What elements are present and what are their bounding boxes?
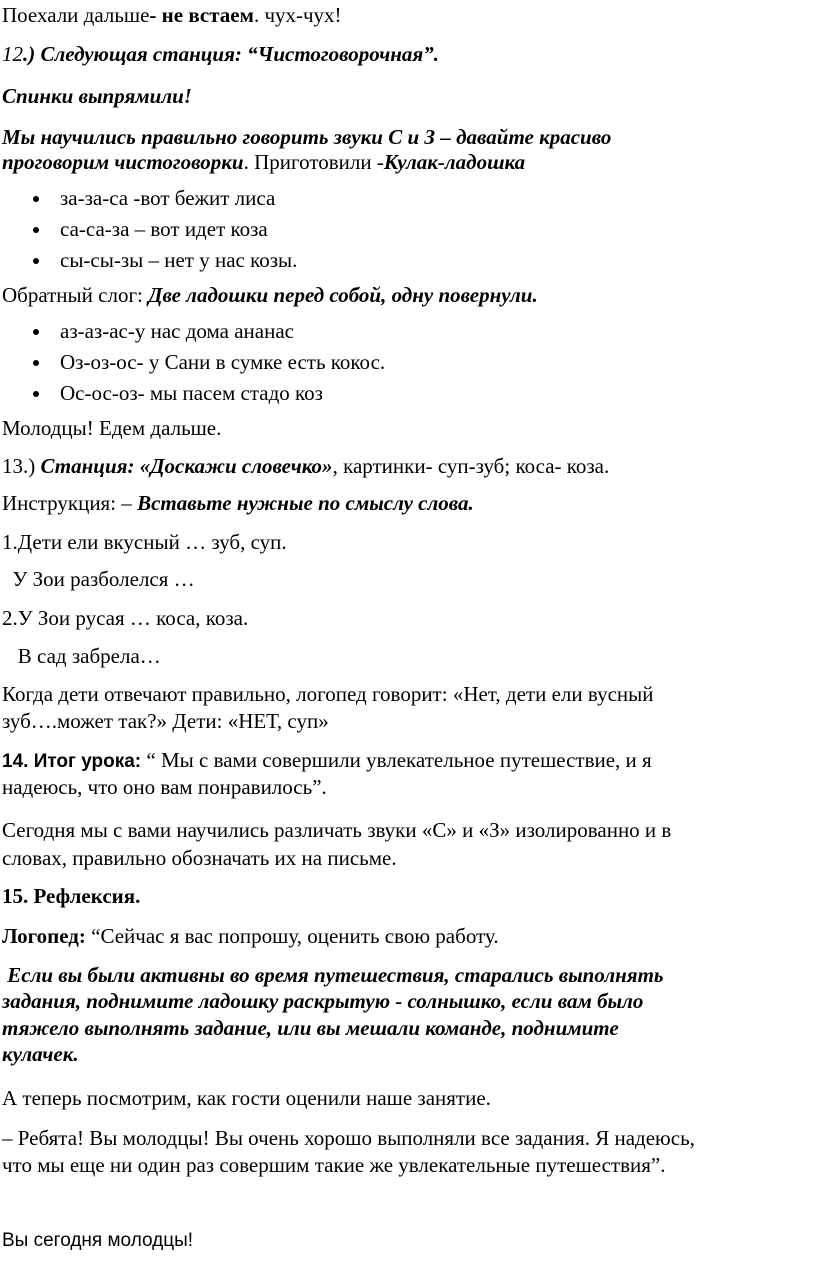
paragraph-learned-sounds-l2: проговорим чистоговорки. Приготовили -Кулак-ладошка <box>2 150 526 174</box>
paragraph-go-further: Поехали дальше- не встаем. чух-чух! <box>2 3 342 27</box>
bullet-icon <box>33 329 39 335</box>
tongue-twister-list <box>0 185 297 278</box>
paragraph-closing-l1: – Ребята! Вы молодцы! Вы очень хорошо выполняли все задания. Я надеюсь, <box>2 1126 695 1150</box>
bullet-icon <box>33 391 39 397</box>
paragraph-closing-l2: что мы еще ни один раз совершим такие же увлекательные путешествия”. <box>2 1153 666 1177</box>
list-item: Ос-ос-оз- мы пасем стадо коз <box>0 380 385 411</box>
heading-station-13: 13.) Станция: «Доскажи словечко», картинки- суп-зуб; коса- коза. <box>2 454 610 478</box>
bullet-icon <box>33 196 39 202</box>
reverse-syllable-list <box>0 318 385 411</box>
heading-lesson-summary: 14. Итог урока: “ Мы с вами совершили увлекательное путешествие, и я <box>2 748 652 772</box>
list-item: Оз-оз-ос- у Сани в сумке есть кокос. <box>0 349 385 380</box>
paragraph-well-done: Молодцы! Едем дальше. <box>2 416 222 440</box>
list-item: аз-аз-ас-у нас дома ананас <box>0 318 385 349</box>
exercise-line-3: 2.У Зои русая … коса, коза. <box>2 606 249 630</box>
paragraph-active-instructions-l2: задания, поднимите ладошку раскрытую - солнышко, если вам было <box>2 989 644 1013</box>
paragraph-today-learned-l2: словах, правильно обозначать их на письме. <box>2 846 397 870</box>
paragraph-learned-sounds-l1: Мы научились правильно говорить звуки С и З – давайте красиво <box>2 125 612 149</box>
paragraph-active-instructions-l3: тяжело выполнять задание, или вы мешали команде, поднимите <box>2 1016 619 1040</box>
paragraph-instruction: Инструкция: – Вставьте нужные по смыслу слова. <box>2 491 474 515</box>
exercise-line-1: 1.Дети ели вкусный … зуб, суп. <box>2 530 287 554</box>
paragraph-backs-straight: Спинки выпрямили! <box>2 84 192 108</box>
list-item: за-за-са -вот бежит лиса <box>0 185 297 216</box>
paragraph-final-praise: Вы сегодня молодцы! <box>2 1230 194 1251</box>
heading-station-12: 12.) Следующая станция: “Чистоговорочная”. <box>2 42 439 66</box>
paragraph-active-instructions-l4: кулачек. <box>2 1042 79 1066</box>
paragraph-speech-therapist: Логопед: “Сейчас я вас попрошу, оценить свою работу. <box>2 924 499 948</box>
list-item: са-са-за – вот идет коза <box>0 216 297 247</box>
paragraph-reverse-syllable: Обратный слог: Две ладошки перед собой, одну повернули. <box>2 283 538 307</box>
bullet-icon <box>33 227 39 233</box>
paragraph-summary-l2: надеюсь, что оно вам понравилось”. <box>2 775 327 799</box>
exercise-line-4: В сад забрела… <box>2 644 161 668</box>
list-item: сы-сы-зы – нет у нас козы. <box>0 247 297 278</box>
bullet-icon <box>33 258 39 264</box>
paragraph-children-answer-l1: Когда дети отвечают правильно, логопед говорит: «Нет, дети ели вусный <box>2 682 654 706</box>
paragraph-guests-evaluate: А теперь посмотрим, как гости оценили наше занятие. <box>2 1086 491 1110</box>
bullet-icon <box>33 360 39 366</box>
heading-reflection: 15. Рефлексия. <box>2 884 141 908</box>
paragraph-today-learned-l1: Сегодня мы с вами научились различать звуки «С» и «З» изолированно и в <box>2 818 672 842</box>
exercise-line-2: У Зои разболелся … <box>2 567 195 591</box>
paragraph-children-answer-l2: зуб….может так?» Дети: «НЕТ, суп» <box>2 709 329 733</box>
paragraph-active-instructions-l1: Если вы были активны во время путешествия, старались выполнять <box>2 963 664 987</box>
